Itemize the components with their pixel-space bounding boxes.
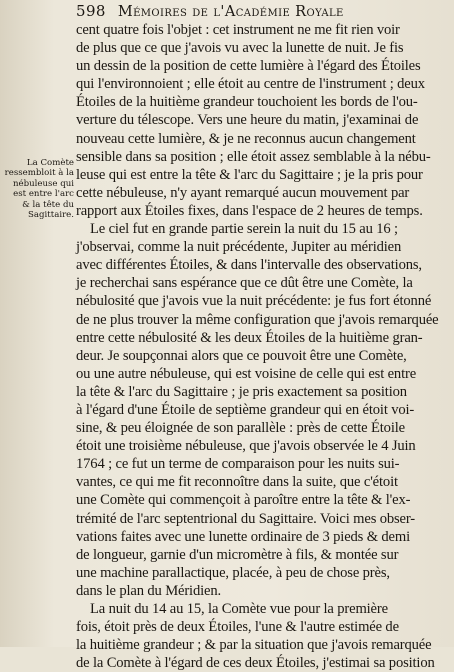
text-line: rapport aux Étoiles fixes, dans l'espace de 2 heures de temps. — [76, 202, 423, 219]
text-line: qui l'environnoient ; elle étoit au centre de l'instrument ; deux — [76, 76, 425, 93]
text-line: vations faites avec une lunette ordinaire de 3 pieds & demi — [76, 528, 410, 545]
text-line: Étoiles de la huitième grandeur touchoient les bords de l'ou- — [76, 94, 418, 111]
text-line: cette nébuleuse, n'y ayant remarqué aucun mouvement par — [76, 184, 410, 201]
margin-note-line: Sagittaire. — [28, 210, 74, 221]
text-line: nouveau cette lumière, & je ne reconnus aucun changement — [76, 130, 416, 147]
text-line: une machine parallactique, placée, à peu de chose près, — [76, 564, 390, 581]
text-line: verture du télescope. Vers une heure du matin, j'examinai de — [76, 112, 419, 129]
text-line: dans le plan du Méridien. — [76, 582, 221, 599]
page-number: 598 — [76, 2, 106, 20]
text-line: nébulosité que j'avois vue la nuit précédente: je fus fort étonné — [76, 293, 432, 310]
text-line: la huitième grandeur ; & par la situation que j'avois remarquée — [76, 637, 432, 654]
text-line: La nuit du 14 au 15, la Comète vue pour la première — [90, 601, 388, 617]
text-line: Le ciel fut en grande partie serein la nuit du 15 au 16 ; — [90, 221, 398, 238]
text-line: étoit une troisième nébuleuse, que j'avois observée le 4 Juin — [76, 438, 416, 455]
text-line: une Comète qui commençoit à paroître entre la tête & l'ex- — [76, 492, 411, 509]
margin-note-line: ressembloit à la — [4, 168, 74, 179]
text-line: vantes, ce qui me fit reconnoître dans la suite, que c'étoit — [76, 474, 398, 491]
text-line: trémité de l'arc septentrional du Sagittaire. Voici mes obser- — [76, 510, 415, 527]
margin-note — [4, 158, 74, 220]
text-line: à l'égard d'une Étoile de septième grandeur qui en étoit voi- — [76, 401, 415, 418]
margin-note-line: est entre l'arc — [13, 189, 74, 200]
text-line: 1764 ; ce fut un terme de comparaison pour les nuits sui- — [76, 456, 400, 473]
margin-note-line: nébuleuse qui — [12, 178, 74, 189]
text-line: de longueur, garnie d'un micromètre à fils, & montée sur — [76, 546, 399, 563]
text-line: de la Comète à l'égard de ces deux Étoiles, j'estimai sa position — [76, 655, 435, 672]
text-line: la tête & l'arc du Sagittaire ; je pris exactement sa position — [76, 383, 407, 400]
text-line: deur. Je soupçonnai alors que ce pouvoit être une Comète, — [76, 347, 407, 364]
text-line: de ne plus trouver la même configuration que j'avois remarquée — [76, 311, 439, 328]
text-line: fois, étoit près de deux Étoiles, l'une & l'autre estimée de — [76, 619, 399, 636]
text-line: je recherchai sans espérance que ce dût être une Comète, la — [76, 275, 413, 292]
text-line: entre cette nébulosité & les deux Étoiles de la huitième gran- — [76, 329, 423, 346]
text-line: leuse qui est entre la tête & l'arc du Sagittaire ; je la pris pour — [76, 166, 423, 183]
text-line: j'observai, comme la nuit précédente, Jupiter au méridien — [76, 239, 402, 256]
text-line: sensible dans sa position ; elle étoit assez semblable à la nébu- — [76, 148, 431, 165]
body-text — [76, 21, 444, 672]
margin-note-line: & la tête du — [22, 199, 74, 210]
running-header — [76, 2, 446, 22]
running-title: Mémoires de l'Académie Royale — [117, 4, 344, 20]
text-line: sine, & peu éloignée de son parallèle : près de cette Étoile — [76, 420, 405, 437]
margin-note-line: La Comète — [26, 158, 74, 168]
text-line: avec différentes Étoiles, & dans l'intervalle des observations, — [76, 257, 422, 274]
text-line: de plus que ce que j'avois vu avec la lunette de nuit. Je fis — [76, 40, 404, 57]
text-line: ou une autre nébuleuse, qui est voisine de celle qui est entre — [76, 365, 417, 382]
text-line: cent quatre fois l'objet : cet instrument ne me fit rien voir — [76, 22, 400, 38]
text-line: un dessin de la position de cette lumière à l'égard des Étoiles — [76, 58, 421, 75]
